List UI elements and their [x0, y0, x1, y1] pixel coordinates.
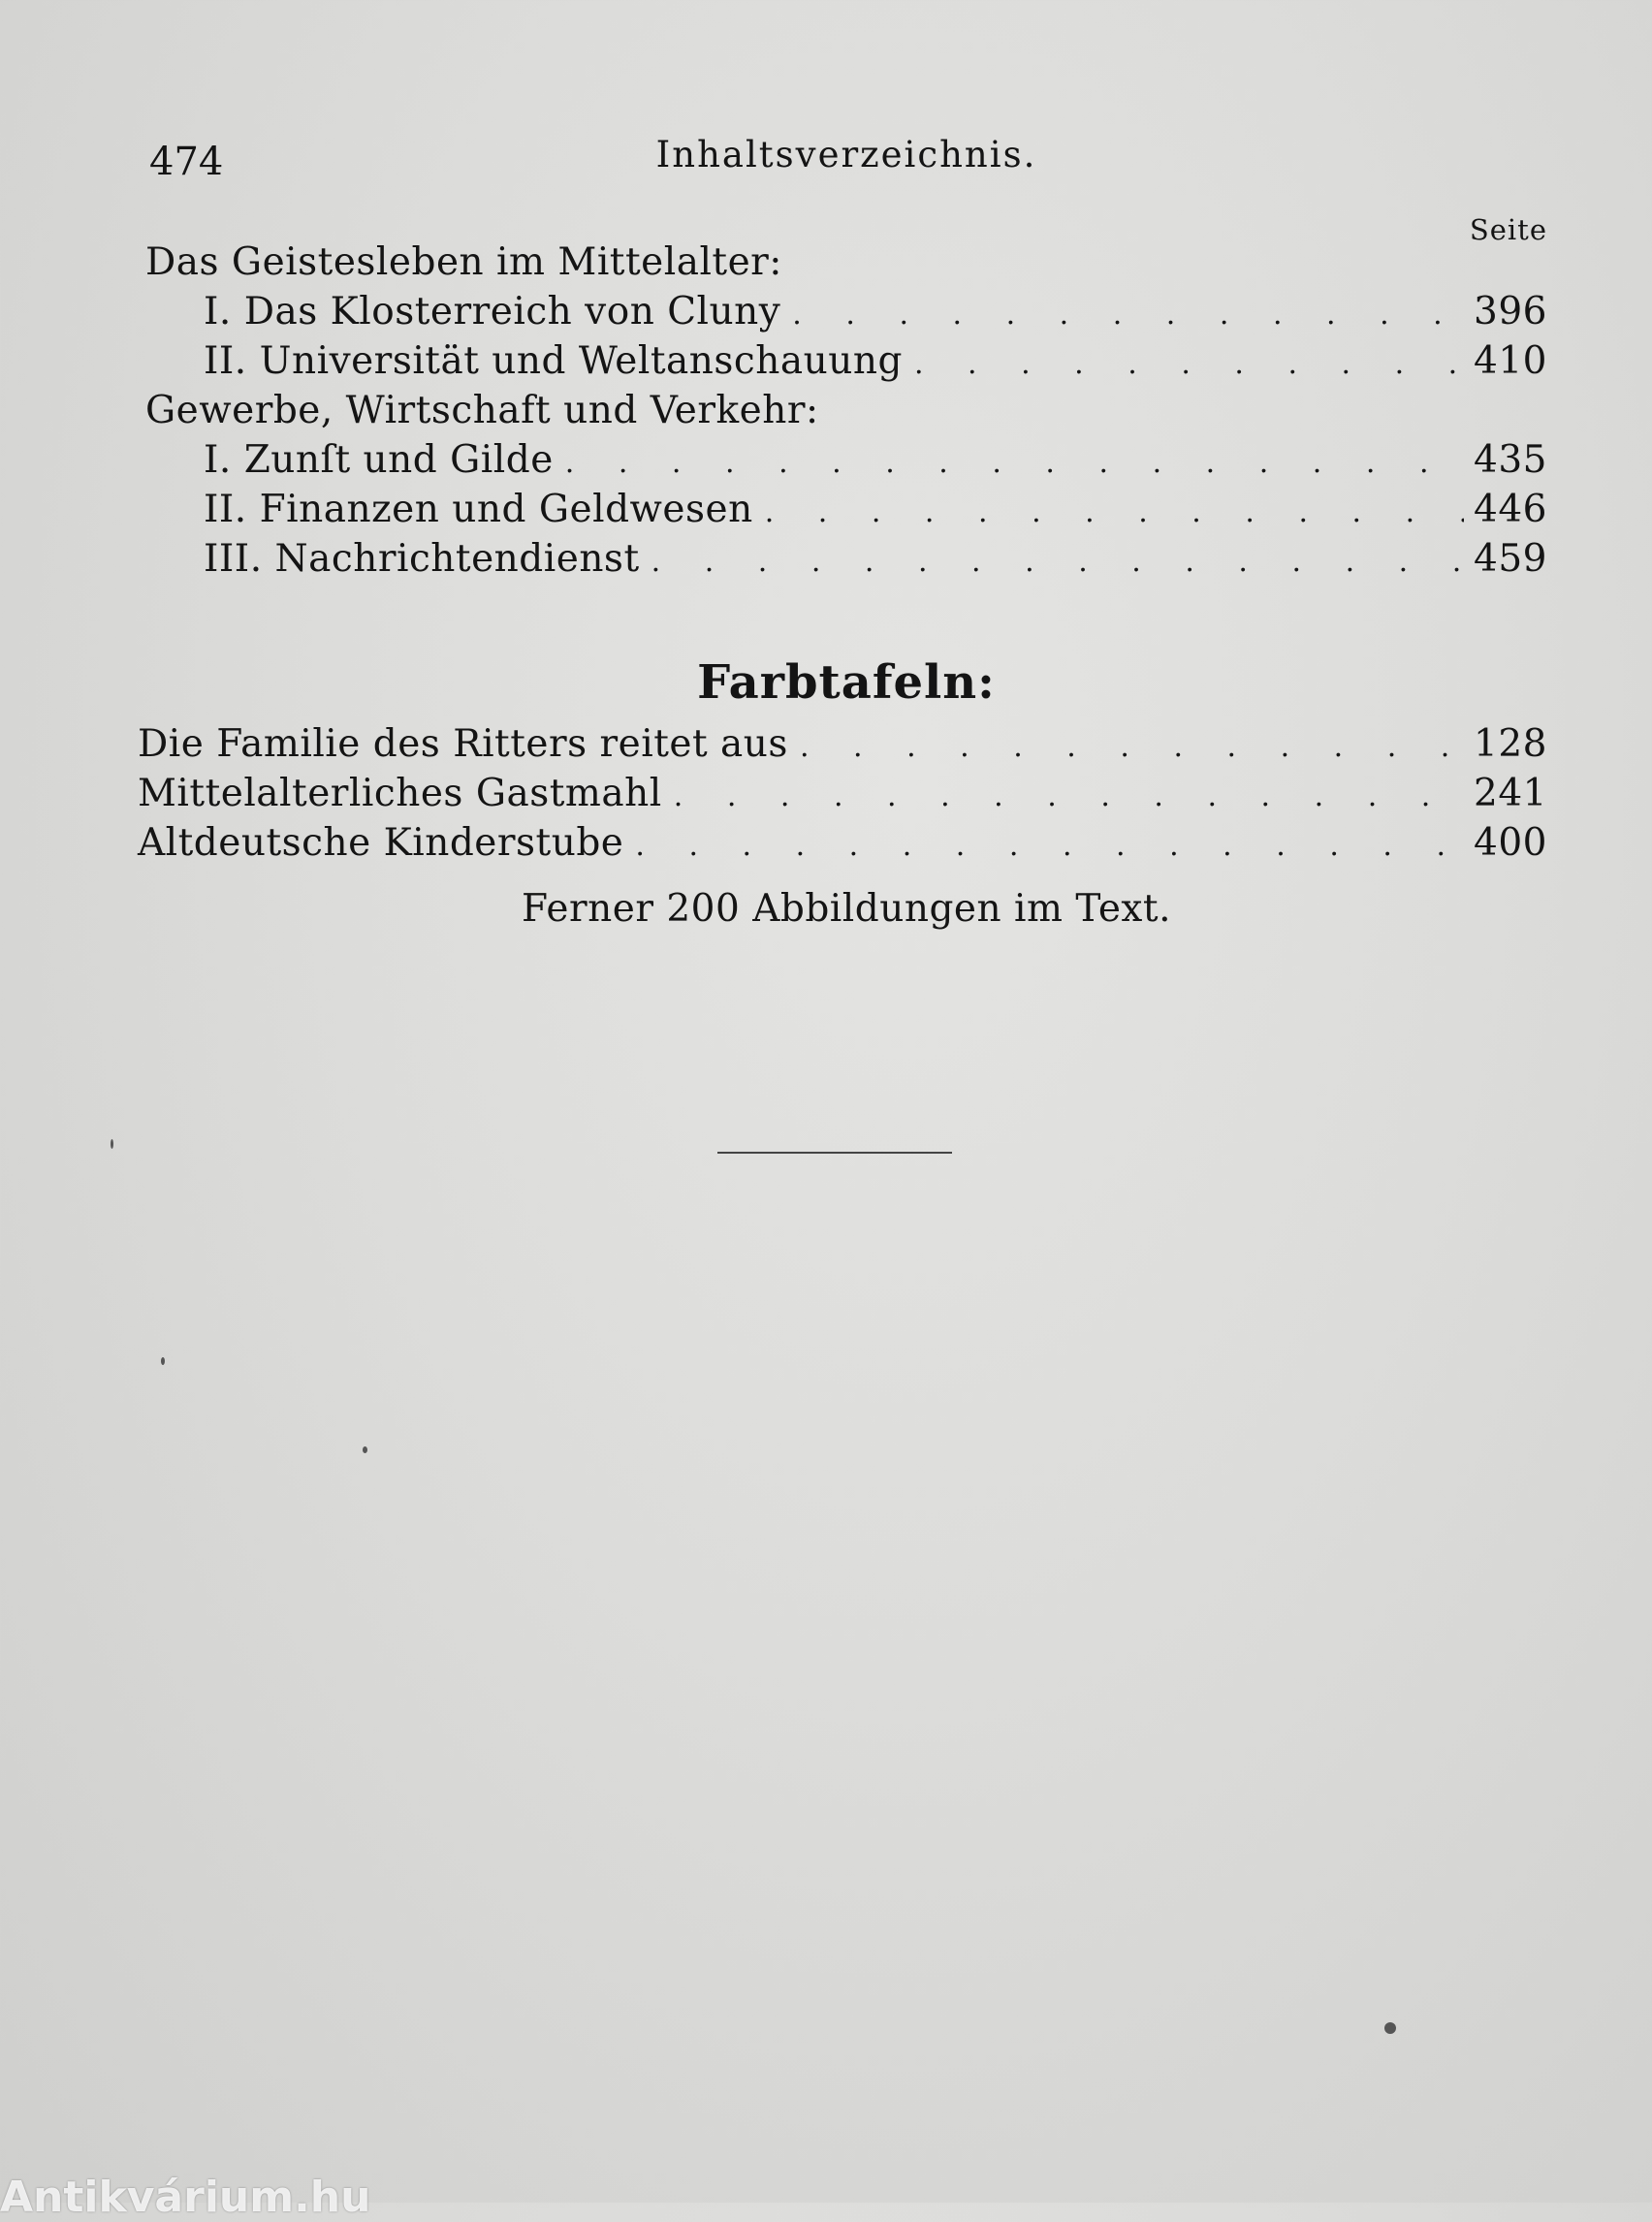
- dot-leader: [635, 821, 1464, 871]
- plate-entry: [138, 719, 1547, 769]
- plate-entry: [138, 818, 1547, 868]
- toc-entry-label: I. Das Klosterreich von Cluny: [204, 290, 781, 333]
- plates-list: [138, 719, 1547, 868]
- toc-entry-page: 410: [1474, 339, 1547, 383]
- plate-entry-label: Mittelalterliches Gastmahl: [138, 772, 662, 815]
- dot-leader: [800, 722, 1464, 772]
- toc-entry-label: II. Finanzen und Geldwesen: [204, 488, 753, 531]
- page-header: [145, 134, 1547, 192]
- plate-entry-page: 128: [1474, 722, 1547, 766]
- dot-leader: [792, 290, 1464, 339]
- section-spacer: [145, 584, 1547, 646]
- dot-leader: [765, 488, 1464, 537]
- dot-leader: [674, 772, 1464, 821]
- table-of-contents: [138, 238, 1547, 931]
- plate-entry-label: Altdeutsche Kinderstube: [138, 821, 624, 865]
- toc-entry-page: 446: [1474, 488, 1547, 531]
- toc-entry: [145, 485, 1547, 534]
- toc-entry-label: I. Zunſt und Gilde: [204, 438, 554, 482]
- illustrations-note: Ferner 200 Abbildungen im Text.: [521, 887, 1171, 931]
- page-column-label: Seite: [1469, 213, 1547, 246]
- toc-entry: [145, 534, 1547, 584]
- dot-leader: [651, 537, 1464, 587]
- toc-entry-page: 396: [1474, 290, 1547, 333]
- section-heading: Das Geistesleben im Mittelalter:: [145, 240, 782, 284]
- plates-title: Farbtafeln:: [697, 655, 996, 710]
- dot-leader: [565, 438, 1464, 488]
- toc-entry: [145, 287, 1547, 336]
- toc-entry-label: III. Nachrichtendienst: [204, 537, 640, 581]
- section-heading: Gewerbe, Wirtschaft und Verkehr:: [145, 389, 819, 432]
- paper-speck: [1384, 2022, 1396, 2034]
- page-number: 474: [149, 140, 224, 184]
- plate-entry-page: 400: [1474, 821, 1547, 865]
- toc-entry-page: 459: [1474, 537, 1547, 581]
- toc-entry: [145, 435, 1547, 485]
- paper-speck: [363, 1446, 367, 1453]
- paper-speck: [161, 1357, 165, 1365]
- paper-speck: [111, 1139, 113, 1149]
- toc-entry: [145, 336, 1547, 386]
- watermark: Antikvárium.hu: [0, 2173, 371, 2222]
- dot-leader: [914, 339, 1464, 389]
- plate-entry: [138, 769, 1547, 818]
- toc-entry-page: 435: [1474, 438, 1547, 482]
- toc-entry-label: II. Universität und Weltanschauung: [204, 339, 903, 383]
- plate-entry-label: Die Familie des Ritters reitet aus: [138, 722, 788, 766]
- running-title: Inhaltsverzeichnis.: [655, 134, 1037, 175]
- closing-rule: [717, 1152, 952, 1154]
- plate-entry-page: 241: [1474, 772, 1547, 815]
